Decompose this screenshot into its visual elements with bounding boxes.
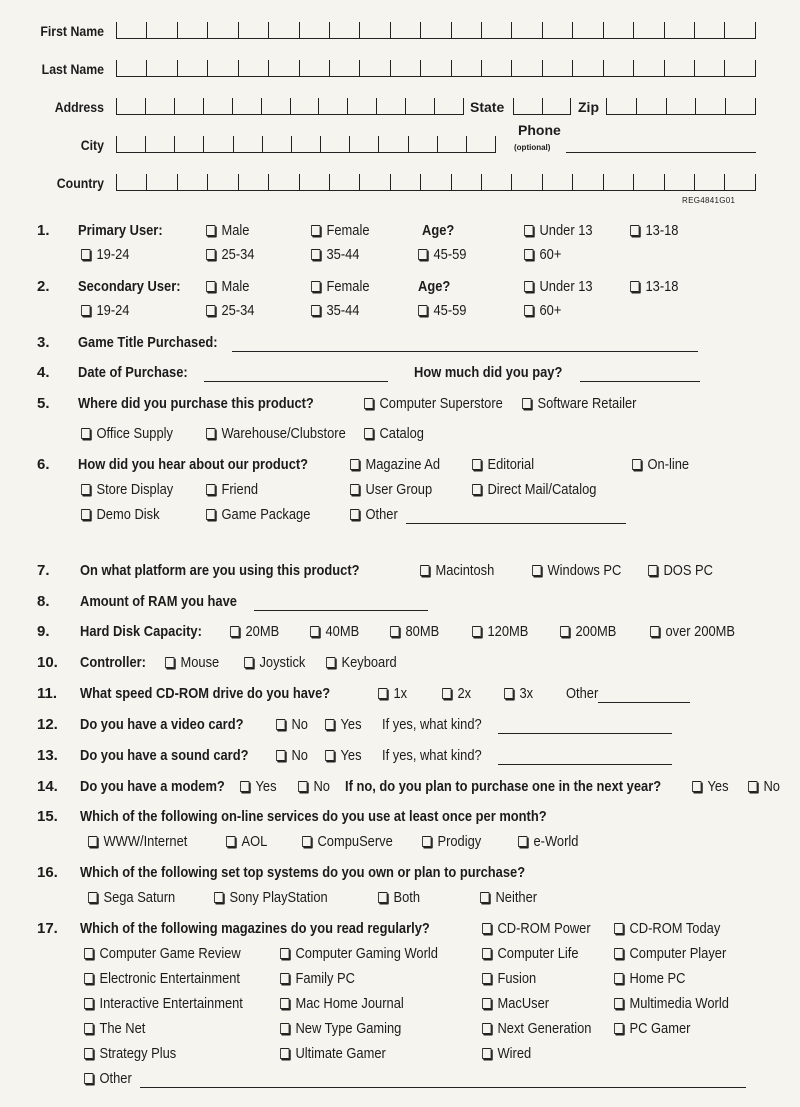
checkbox-icon[interactable]: [311, 305, 320, 316]
q17-pc-gamer[interactable]: PC Gamer: [614, 1020, 690, 1037]
q6-friend[interactable]: Friend: [206, 481, 258, 498]
checkbox-icon[interactable]: [280, 1023, 289, 1034]
q11-other-label: Other: [566, 685, 599, 702]
q5-office-supply[interactable]: Office Supply: [81, 425, 173, 442]
q15-prodigy[interactable]: Prodigy: [422, 833, 481, 850]
checkbox-icon[interactable]: [482, 973, 491, 984]
checkbox-icon[interactable]: [418, 305, 427, 316]
checkbox-icon[interactable]: [206, 225, 215, 236]
checkbox-icon[interactable]: [364, 398, 373, 409]
checkbox-icon[interactable]: [280, 973, 289, 984]
q15-www-internet[interactable]: WWW/Internet: [88, 833, 187, 850]
q5-number: 5.: [37, 395, 50, 412]
checkbox-icon[interactable]: [84, 998, 93, 1009]
q13-label: Do you have a sound card?: [80, 747, 249, 764]
q2-male-option[interactable]: Male: [206, 278, 249, 295]
checkbox-icon[interactable]: [325, 750, 334, 761]
checkbox-icon[interactable]: [614, 1023, 623, 1034]
q6-magazine-ad[interactable]: Magazine Ad: [350, 456, 440, 473]
q3-game-title-input[interactable]: [232, 350, 698, 352]
checkbox-icon[interactable]: [81, 484, 90, 495]
q5-software-retailer[interactable]: Software Retailer: [522, 395, 636, 412]
q4-price-label: How much did you pay?: [414, 364, 563, 381]
checkbox-icon[interactable]: [482, 1048, 491, 1059]
q17-next-generation[interactable]: Next Generation: [482, 1020, 591, 1037]
checkbox-icon[interactable]: [206, 428, 215, 439]
q17-macuser[interactable]: MacUser: [482, 995, 549, 1012]
q5-catalog[interactable]: Catalog: [364, 425, 424, 442]
q14-label: Do you have a modem?: [80, 778, 225, 795]
q2-age-13-18[interactable]: 13-18: [630, 278, 678, 295]
q2-age-25-34[interactable]: 25-34: [206, 302, 254, 319]
checkbox-icon[interactable]: [280, 1048, 289, 1059]
checkbox-icon[interactable]: [648, 565, 657, 576]
first-name-input[interactable]: [116, 18, 756, 39]
q9-20mb[interactable]: 20MB: [230, 623, 279, 640]
checkbox-icon[interactable]: [88, 836, 97, 847]
q2-age-under-13[interactable]: Under 13: [524, 278, 593, 295]
q17-number: 17.: [37, 920, 58, 937]
checkbox-icon[interactable]: [472, 459, 481, 470]
zip-input[interactable]: [606, 94, 756, 115]
country-input[interactable]: [116, 170, 756, 191]
checkbox-icon[interactable]: [280, 998, 289, 1009]
checkbox-icon[interactable]: [84, 1023, 93, 1034]
q17-interactive-entertainment[interactable]: Interactive Entertainment: [84, 995, 243, 1012]
checkbox-icon[interactable]: [524, 305, 533, 316]
q3-label: Game Title Purchased:: [78, 334, 218, 351]
q8-number: 8.: [37, 593, 50, 610]
q1-label: Primary User:: [78, 222, 163, 239]
q1-age-35-44[interactable]: 35-44: [311, 246, 359, 263]
q17-computer-gaming-world[interactable]: Computer Gaming World: [280, 945, 438, 962]
q6-editorial[interactable]: Editorial: [472, 456, 534, 473]
checkbox-icon[interactable]: [630, 281, 639, 292]
q9-120mb[interactable]: 120MB: [472, 623, 528, 640]
q8-ram-input[interactable]: [254, 609, 428, 611]
checkbox-icon[interactable]: [240, 781, 249, 792]
checkbox-icon[interactable]: [81, 305, 90, 316]
q10-mouse[interactable]: Mouse: [165, 654, 219, 671]
q6-game-package[interactable]: Game Package: [206, 506, 310, 523]
q2-number: 2.: [37, 278, 50, 295]
city-input[interactable]: [116, 132, 496, 153]
checkbox-icon[interactable]: [390, 626, 399, 637]
q17-fusion[interactable]: Fusion: [482, 970, 536, 987]
q1-age-13-18[interactable]: 13-18: [630, 222, 678, 239]
checkbox-icon[interactable]: [350, 459, 359, 470]
checkbox-icon[interactable]: [420, 565, 429, 576]
q11-number: 11.: [37, 685, 58, 702]
q2-label: Secondary User:: [78, 278, 181, 295]
q15-compuserve[interactable]: CompuServe: [302, 833, 393, 850]
checkbox-icon[interactable]: [84, 1048, 93, 1059]
q16-label: Which of the following set top systems do you own or plan to purchase?: [80, 864, 526, 881]
q17-mac-home-journal[interactable]: Mac Home Journal: [280, 995, 404, 1012]
checkbox-icon[interactable]: [302, 836, 311, 847]
q17-computer-game-review[interactable]: Computer Game Review: [84, 945, 241, 962]
checkbox-icon[interactable]: [378, 892, 387, 903]
state-input[interactable]: [513, 94, 571, 115]
checkbox-icon[interactable]: [88, 892, 97, 903]
q9-label: Hard Disk Capacity:: [80, 623, 202, 640]
checkbox-icon[interactable]: [482, 923, 491, 934]
checkbox-icon[interactable]: [418, 249, 427, 260]
checkbox-icon[interactable]: [226, 836, 235, 847]
checkbox-icon[interactable]: [692, 781, 701, 792]
checkbox-icon[interactable]: [244, 657, 253, 668]
q4-number: 4.: [37, 364, 50, 381]
form-code: REG4841G01: [682, 196, 736, 205]
q17-label: Which of the following magazines do you read regularly?: [80, 920, 430, 937]
country-label: Country: [56, 175, 104, 191]
q12-number: 12.: [37, 716, 58, 733]
q6-user-group[interactable]: User Group: [350, 481, 432, 498]
q6-on-line[interactable]: On-line: [632, 456, 689, 473]
q11-3x[interactable]: 3x: [504, 685, 533, 702]
q4-date-input[interactable]: [204, 380, 388, 382]
checkbox-icon[interactable]: [480, 892, 489, 903]
state-label: State: [470, 99, 505, 115]
q1-age-45-59[interactable]: 45-59: [418, 246, 466, 263]
q15-e-world[interactable]: e-World: [518, 833, 578, 850]
checkbox-icon[interactable]: [206, 281, 215, 292]
checkbox-icon[interactable]: [81, 428, 90, 439]
q2-age-45-59[interactable]: 45-59: [418, 302, 466, 319]
checkbox-icon[interactable]: [280, 948, 289, 959]
q12-yes[interactable]: Yes: [325, 716, 362, 733]
checkbox-icon[interactable]: [614, 923, 623, 934]
checkbox-icon[interactable]: [84, 973, 93, 984]
checkbox-icon[interactable]: [206, 484, 215, 495]
q8-label: Amount of RAM you have: [80, 593, 237, 610]
q14-number: 14.: [37, 778, 58, 795]
checkbox-icon[interactable]: [364, 428, 373, 439]
q12-label: Do you have a video card?: [80, 716, 244, 733]
q13-kind-label: If yes, what kind?: [382, 747, 482, 764]
q15-number: 15.: [37, 808, 58, 825]
checkbox-icon[interactable]: [214, 892, 223, 903]
q4-price-input[interactable]: [580, 380, 700, 382]
q17-ultimate-gamer[interactable]: Ultimate Gamer: [280, 1045, 386, 1062]
q17-cd-rom-today[interactable]: CD-ROM Today: [614, 920, 720, 937]
q1-age-19-24[interactable]: 19-24: [81, 246, 129, 263]
q13-yes[interactable]: Yes: [325, 747, 362, 764]
q14-plan-no[interactable]: No: [748, 778, 780, 795]
checkbox-icon[interactable]: [276, 719, 285, 730]
q2-female-option[interactable]: Female: [311, 278, 370, 295]
q4-label: Date of Purchase:: [78, 364, 188, 381]
q3-number: 3.: [37, 334, 50, 351]
q6-number: 6.: [37, 456, 50, 473]
q17-new-type-gaming[interactable]: New Type Gaming: [280, 1020, 401, 1037]
q12-no[interactable]: No: [276, 716, 308, 733]
q17-computer-life[interactable]: Computer Life: [482, 945, 579, 962]
q7-dos-pc[interactable]: DOS PC: [648, 562, 713, 579]
q14-plan-yes[interactable]: Yes: [692, 778, 729, 795]
checkbox-icon[interactable]: [472, 484, 481, 495]
checkbox-icon[interactable]: [276, 750, 285, 761]
checkbox-icon[interactable]: [325, 719, 334, 730]
q7-macintosh[interactable]: Macintosh: [420, 562, 494, 579]
checkbox-icon[interactable]: [524, 225, 533, 236]
q13-kind-input[interactable]: [498, 763, 672, 765]
zip-label: Zip: [578, 99, 599, 115]
checkbox-icon[interactable]: [504, 688, 513, 699]
q16-sega-saturn[interactable]: Sega Saturn: [88, 889, 175, 906]
checkbox-icon[interactable]: [614, 998, 623, 1009]
q11-2x[interactable]: 2x: [442, 685, 471, 702]
q11-other-input[interactable]: [598, 701, 690, 703]
q1-age-under-13[interactable]: Under 13: [524, 222, 593, 239]
q16-both[interactable]: Both: [378, 889, 420, 906]
q6-direct-mail-catalog[interactable]: Direct Mail/Catalog: [472, 481, 596, 498]
q9-number: 9.: [37, 623, 50, 640]
q14-yes[interactable]: Yes: [240, 778, 277, 795]
q15-aol[interactable]: AOL: [226, 833, 267, 850]
checkbox-icon[interactable]: [311, 281, 320, 292]
q11-1x[interactable]: 1x: [378, 685, 407, 702]
q10-joystick[interactable]: Joystick: [244, 654, 305, 671]
q11-label: What speed CD-ROM drive do you have?: [80, 685, 331, 702]
q9-over-200mb[interactable]: over 200MB: [650, 623, 735, 640]
q9-40mb[interactable]: 40MB: [310, 623, 359, 640]
q17-electronic-entertainment[interactable]: Electronic Entertainment: [84, 970, 240, 987]
checkbox-icon[interactable]: [442, 688, 451, 699]
checkbox-icon[interactable]: [614, 973, 623, 984]
city-label: City: [80, 137, 104, 153]
q6-store-display[interactable]: Store Display: [81, 481, 173, 498]
q17-home-pc[interactable]: Home PC: [614, 970, 685, 987]
q1-number: 1.: [37, 222, 50, 239]
checkbox-icon[interactable]: [311, 225, 320, 236]
q5-label: Where did you purchase this product?: [78, 395, 314, 412]
q17-wired[interactable]: Wired: [482, 1045, 531, 1062]
q10-number: 10.: [37, 654, 58, 671]
q6-other[interactable]: Other: [350, 506, 398, 523]
checkbox-icon[interactable]: [518, 836, 527, 847]
checkbox-icon[interactable]: [326, 657, 335, 668]
q2-age-19-24[interactable]: 19-24: [81, 302, 129, 319]
phone-label: Phone: [518, 122, 561, 138]
q6-label: How did you hear about our product?: [78, 456, 309, 473]
q14-followup-label: If no, do you plan to purchase one in the next year?: [345, 778, 662, 795]
checkbox-icon[interactable]: [350, 484, 359, 495]
checkbox-icon[interactable]: [522, 398, 531, 409]
q10-keyboard[interactable]: Keyboard: [326, 654, 397, 671]
q6-demo-disk[interactable]: Demo Disk: [81, 506, 160, 523]
q12-kind-input[interactable]: [498, 732, 672, 734]
q17-family-pc[interactable]: Family PC: [280, 970, 355, 987]
q1-female-option[interactable]: Female: [311, 222, 370, 239]
q1-age-label: Age?: [422, 222, 455, 239]
checkbox-icon[interactable]: [650, 626, 659, 637]
address-input[interactable]: [116, 94, 464, 115]
checkbox-icon[interactable]: [206, 305, 215, 316]
q2-age-60-plus[interactable]: 60+: [524, 302, 561, 319]
checkbox-icon[interactable]: [311, 249, 320, 260]
q16-neither[interactable]: Neither: [480, 889, 537, 906]
last-name-label: Last Name: [41, 61, 104, 77]
checkbox-icon[interactable]: [84, 948, 93, 959]
q17-computer-player[interactable]: Computer Player: [614, 945, 726, 962]
address-label: Address: [54, 99, 104, 115]
checkbox-icon[interactable]: [614, 948, 623, 959]
q6-other-input[interactable]: [406, 522, 626, 524]
checkbox-icon[interactable]: [422, 836, 431, 847]
q7-number: 7.: [37, 562, 50, 579]
last-name-input[interactable]: [116, 56, 756, 77]
checkbox-icon[interactable]: [230, 626, 239, 637]
q5-computer-superstore[interactable]: Computer Superstore: [364, 395, 503, 412]
checkbox-icon[interactable]: [472, 626, 481, 637]
q7-label: On what platform are you using this product?: [80, 562, 360, 579]
q17-other[interactable]: Other: [84, 1070, 132, 1087]
q17-cd-rom-power[interactable]: CD-ROM Power: [482, 920, 591, 937]
q16-sony-playstation[interactable]: Sony PlayStation: [214, 889, 328, 906]
checkbox-icon[interactable]: [81, 509, 90, 520]
checkbox-icon[interactable]: [524, 249, 533, 260]
q1-age-60-plus[interactable]: 60+: [524, 246, 561, 263]
q5-warehouse-clubstore[interactable]: Warehouse/Clubstore: [206, 425, 346, 442]
q9-80mb[interactable]: 80MB: [390, 623, 439, 640]
q1-male-option[interactable]: Male: [206, 222, 249, 239]
checkbox-icon[interactable]: [482, 998, 491, 1009]
q17-the-net[interactable]: The Net: [84, 1020, 145, 1037]
checkbox-icon[interactable]: [81, 249, 90, 260]
phone-optional-note: (optional): [514, 143, 551, 152]
q13-number: 13.: [37, 747, 58, 764]
phone-input[interactable]: [566, 151, 756, 153]
q17-other-input[interactable]: [140, 1086, 746, 1088]
checkbox-icon[interactable]: [165, 657, 174, 668]
checkbox-icon[interactable]: [632, 459, 641, 470]
q2-age-label: Age?: [418, 278, 451, 295]
checkbox-icon[interactable]: [378, 688, 387, 699]
checkbox-icon[interactable]: [310, 626, 319, 637]
checkbox-icon[interactable]: [206, 509, 215, 520]
q7-windows-pc[interactable]: Windows PC: [532, 562, 621, 579]
checkbox-icon[interactable]: [482, 948, 491, 959]
first-name-label: First Name: [40, 23, 104, 39]
q15-label: Which of the following on-line services do you use at least once per month?: [80, 808, 547, 825]
q13-no[interactable]: No: [276, 747, 308, 764]
checkbox-icon[interactable]: [630, 225, 639, 236]
q17-multimedia-world[interactable]: Multimedia World: [614, 995, 729, 1012]
checkbox-icon[interactable]: [84, 1073, 93, 1084]
checkbox-icon[interactable]: [206, 249, 215, 260]
q17-strategy-plus[interactable]: Strategy Plus: [84, 1045, 176, 1062]
checkbox-icon[interactable]: [298, 781, 307, 792]
checkbox-icon[interactable]: [482, 1023, 491, 1034]
q12-kind-label: If yes, what kind?: [382, 716, 482, 733]
checkbox-icon[interactable]: [524, 281, 533, 292]
q10-label: Controller:: [80, 654, 146, 671]
q16-number: 16.: [37, 864, 58, 881]
checkbox-icon[interactable]: [748, 781, 757, 792]
q1-age-25-34[interactable]: 25-34: [206, 246, 254, 263]
q9-200mb[interactable]: 200MB: [560, 623, 616, 640]
checkbox-icon[interactable]: [350, 509, 359, 520]
checkbox-icon[interactable]: [532, 565, 541, 576]
checkbox-icon[interactable]: [560, 626, 569, 637]
q2-age-35-44[interactable]: 35-44: [311, 302, 359, 319]
q14-no[interactable]: No: [298, 778, 330, 795]
